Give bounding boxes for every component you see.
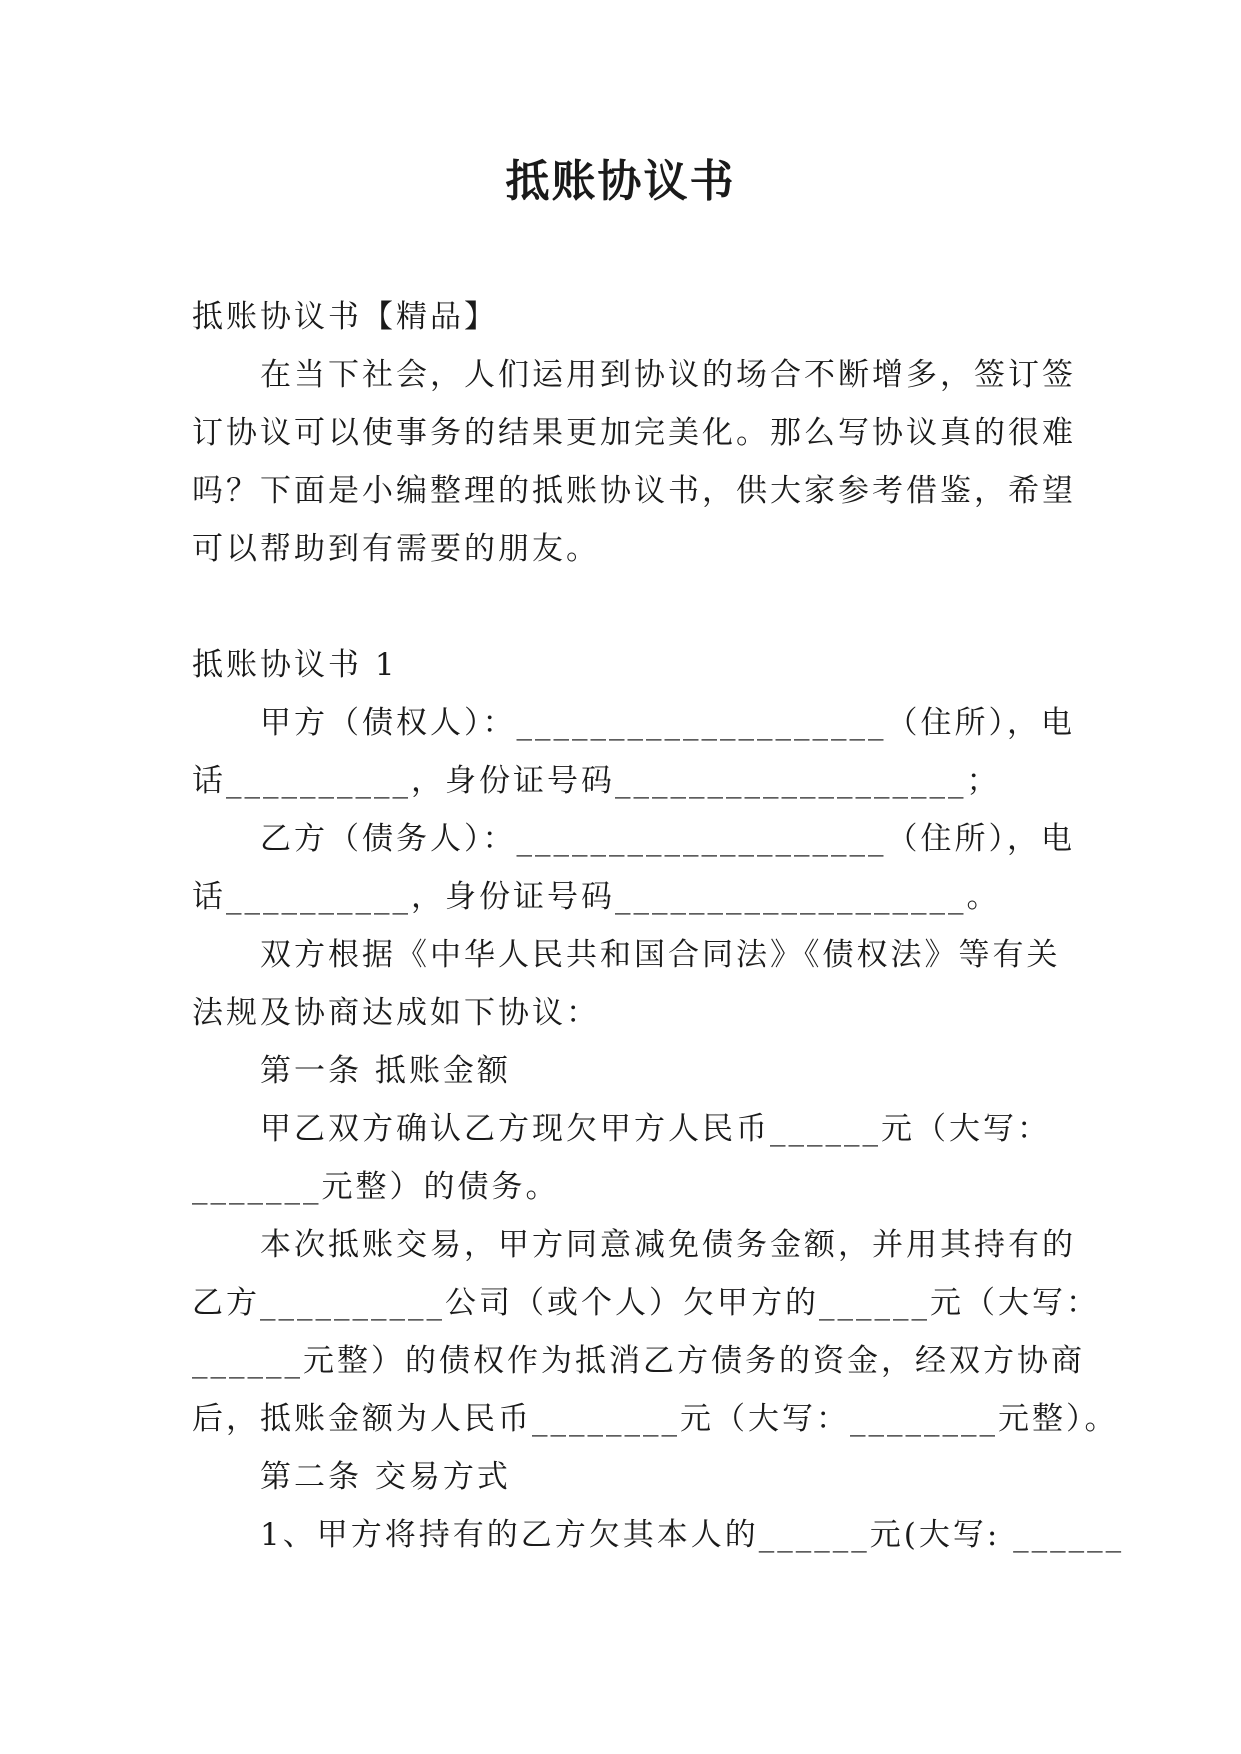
- doc-paragraph-line: _______元整）的债务。: [192, 1169, 560, 1205]
- paragraph-gap: [192, 578, 1052, 636]
- doc-paragraph-line: 乙方__________公司（或个人）欠甲方的______元（大写：: [192, 1285, 1100, 1321]
- doc-paragraph-line: 后，抵账金额为人民币________元（大写：________元整）。: [192, 1401, 1119, 1437]
- doc-paragraph-line: 乙方（债务人）：____________________（住所），电: [260, 821, 1075, 857]
- doc-paragraph-line: 订协议可以使事务的结果更加完美化。那么写协议真的很难: [192, 415, 1076, 451]
- doc-article-heading: 第二条 交易方式: [260, 1459, 511, 1495]
- doc-paragraph-line: ______元整）的债权作为抵消乙方债务的资金，经双方协商: [192, 1343, 1085, 1379]
- doc-paragraph-line: 在当下社会，人们运用到协议的场合不断增多，签订签: [260, 357, 1076, 393]
- document-title: 抵账协议书: [505, 156, 736, 207]
- doc-paragraph-line: 1、甲方将持有的乙方欠其本人的______元(大写: ______: [260, 1517, 1125, 1553]
- doc-paragraph-line: 法规及协商达成如下协议：: [192, 995, 600, 1031]
- doc-paragraph-line: 话__________，身份证号码___________________。: [192, 879, 1001, 915]
- doc-line-subtitle: 抵账协议书【精品】: [192, 299, 498, 335]
- doc-paragraph-line: 甲方（债权人）：____________________（住所），电: [260, 705, 1075, 741]
- doc-paragraph-line: 甲乙双方确认乙方现欠甲方人民币______元（大写：: [260, 1111, 1051, 1147]
- document-body: [192, 288, 1125, 1564]
- doc-paragraph-line: 话__________，身份证号码___________________；: [192, 763, 1001, 799]
- doc-article-heading: 第一条 抵账金额: [260, 1053, 511, 1089]
- doc-section-heading: 抵账协议书 1: [192, 647, 398, 683]
- doc-paragraph-line: 本次抵账交易，甲方同意减免债务金额，并用其持有的: [260, 1227, 1076, 1263]
- doc-paragraph-line: 吗？下面是小编整理的抵账协议书，供大家参考借鉴，希望: [192, 473, 1076, 509]
- doc-paragraph-line: 双方根据《中华人民共和国合同法》《债权法》等有关: [260, 937, 1061, 973]
- doc-paragraph-line: 可以帮助到有需要的朋友。: [192, 531, 600, 567]
